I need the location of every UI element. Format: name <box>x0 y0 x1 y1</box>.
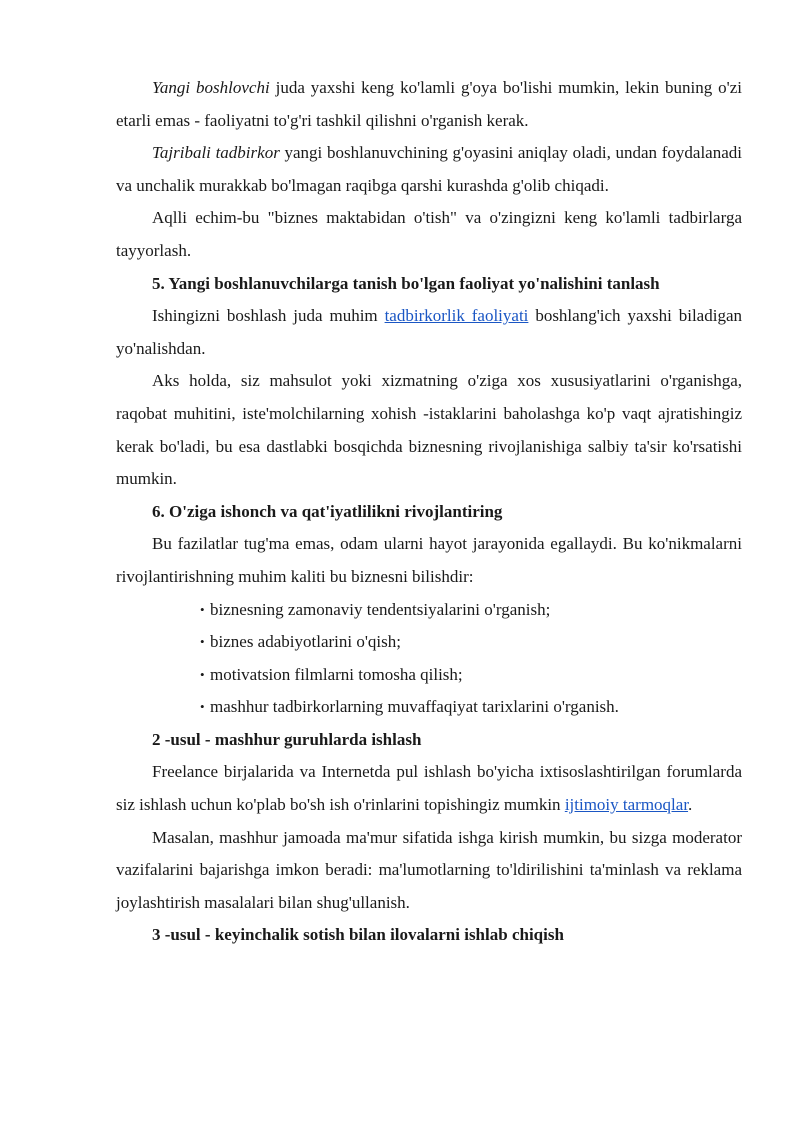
italic-term: Yangi boshlovchi <box>152 78 270 97</box>
list-item: • motivatsion filmlarni tomosha qilish; <box>200 659 742 692</box>
paragraph-text: juda yaxshi keng ko'lamli g'oya bo'lishi mumkin, lekin buning o'zi etarli emas - faoliyatni to'g'ri tashkil qilishni o'rganish kerak. <box>116 78 743 130</box>
paragraph-bu-fazilatlar: Bu fazilatlar tug'ma emas, odam ularni hayot jarayonida egallaydi. Bu ko'nikmalarni rivojlantirishning muhim kaliti bu biznesni bilishdir: <box>116 534 742 586</box>
paragraph-tajribali-tadbirkor <box>116 137 742 202</box>
paragraph-text: Ishingizni boshlash juda muhim <box>152 306 385 326</box>
link-tadbirkorlik-faoliyati[interactable]: tadbirkorlik faoliyati <box>384 306 529 326</box>
paragraph-text: Freelance birjalarida va Internetda pul ishlash bo'yicha ixtisoslashtirilgan forumlarda siz ishlash uchun ko'plab bo'sh ish o'rinlarini topishingiz mumkin <box>116 762 742 815</box>
paragraph-freelance <box>116 756 742 821</box>
paragraph-text: . <box>688 795 693 815</box>
list-item: • mashhur tadbirkorlarning muvaffaqiyat tarixlarini o'rganish. <box>200 691 742 724</box>
link-ijtimoiy-tarmoqlar[interactable]: ijtimoiy tarmoqlar <box>564 795 689 815</box>
list-item: • biznes adabiyotlarini o'qish; <box>200 626 742 659</box>
paragraph-yangi-boshlovchi <box>116 72 742 137</box>
italic-term: Tajribali tadbirkor <box>152 143 280 163</box>
bullet-list <box>116 594 742 724</box>
paragraph-text: yangi boshlanuvchining g'oyasini aniqlay oladi, undan foydalanadi va unchalik murakkab bo'lmagan raqibga qarshi kurashda g'olib chiqadi. <box>116 143 742 195</box>
paragraph-aqlli-echim: Aqlli echim-bu "biznes maktabidan o'tish" va o'zingizni keng ko'lamli tadbirlarga tayyorlash. <box>116 208 742 260</box>
paragraph-ishingizni-boshlash <box>116 300 742 365</box>
paragraph-masalan: Masalan, mashhur jamoada ma'mur sifatida ishga kirish mumkin, bu sizga moderator vazifalarini bajarishga imkon beradi: ma'lumotlarning to'ldirilishini ta'minlash va reklama joylashtirish masalalari bilan shug'ullanish. <box>116 827 742 912</box>
section-heading-2-usul: 2 -usul - mashhur guruhlarda ishlash <box>152 729 422 749</box>
paragraph-text: boshlang'ich yaxshi biladigan yo'nalishdan. <box>116 306 742 358</box>
paragraph-aks-holda: Aks holda, siz mahsulot yoki xizmatning o'ziga xos xususiyatlarini o'rganishga, raqobat muhitini, iste'molchilarning xohish -istaklarini baholashga ko'p vaqt ajratishingiz kerak bo'ladi, bu esa dastlabki bosqichda biznesning rivojlanishiga salbiy ta'sir ko'rsatishi mumkin. <box>116 371 742 489</box>
section-heading-6: 6. O'ziga ishonch va qat'iyatlilikni rivojlantiring <box>152 501 503 521</box>
section-heading-5: 5. Yangi boshlanuvchilarga tanish bo'lgan faoliyat yo'nalishini tanlash <box>152 273 660 293</box>
section-heading-3-usul: 3 -usul - keyinchalik sotish bilan ilovalarni ishlab chiqish <box>152 925 564 945</box>
list-item: • biznesning zamonaviy tendentsiyalarini o'rganish; <box>200 594 742 627</box>
